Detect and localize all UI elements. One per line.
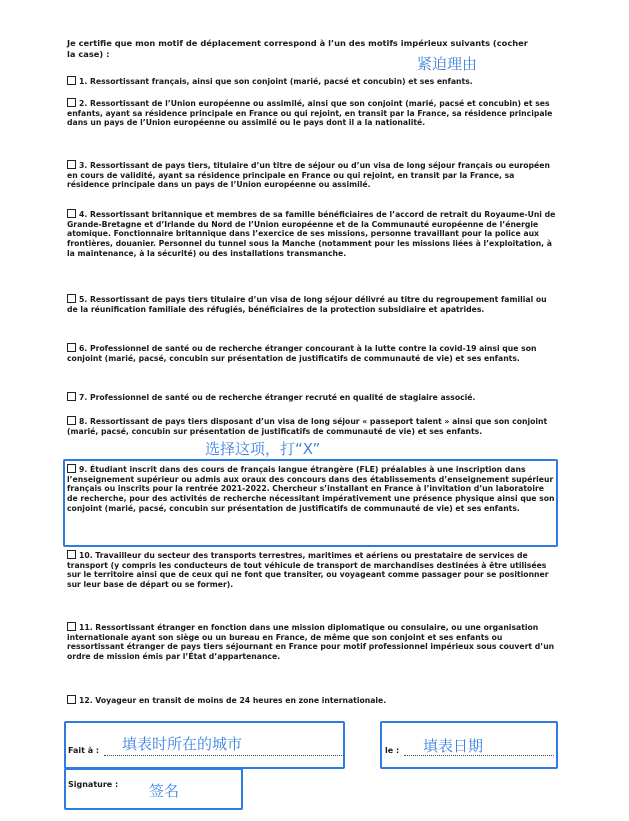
motive-item-2[interactable]: [67, 98, 557, 128]
motive-item-1[interactable]: [67, 76, 557, 87]
motive-text-1: 1. Ressortissant français, ainsi que son conjoint (marié, pacsé et concubin) et ses enfants.: [79, 77, 473, 86]
motive-text-3: 3. Ressortissant de pays tiers, titulaire d’un titre de séjour ou d’un visa de long séjour français ou européen en cours de validité, ayant sa résidence principale en France ou qui rejoint, en transit par la France, sa résidence principale dans un pays de l’Union européenne ou assimilé.: [67, 161, 550, 190]
motive-item-12[interactable]: [67, 695, 557, 706]
checkbox-11[interactable]: [67, 622, 76, 631]
motive-text-4: 4. Ressortissant britannique et membres de sa famille bénéficiaires de l’accord de retrait du Royaume-Uni de Grande-Bretagne et d’Irlande du Nord de l’Union européenne et de la Communauté européenne de l’énergie atomique. Fonctionnaire britannique dans l’exercice de ses missions, personne travaillant pour la police aux frontières, douanier. Personnel du tunnel sous la Manche (notamment pour les missions liées à l’exploitation, à la maintenance, à la sécurité) ou des installations transmanche.: [67, 210, 556, 258]
motive-text-12: 12. Voyageur en transit de moins de 24 heures en zone internationale.: [79, 696, 387, 705]
annotation-sign: 签名: [149, 782, 180, 800]
checkbox-5[interactable]: [67, 294, 76, 303]
checkbox-10[interactable]: [67, 550, 76, 559]
motive-text-6: 6. Professionnel de santé ou de recherche étranger concourant à la lutte contre la covid-19 ainsi que son conjoint (marié, pacsé, concubin sur présentation de justificatifs de communauté de vie) et ses enfants.: [67, 344, 537, 363]
motive-item-5[interactable]: [67, 294, 557, 314]
signature-label: Signature :: [68, 780, 119, 789]
motive-item-6[interactable]: [67, 343, 557, 363]
motive-text-10: 10. Travailleur du secteur des transports terrestres, maritimes et aériens ou prestataire de services de transport (y compris les conducteurs de tout véhicule de transport de marchandises destinées à être utilisées sur le territoire ainsi que de ceux qui ne font que transiter, ou voyageant comme passager pour se positionner sur leur base de départ ou se former).: [67, 551, 549, 590]
motive-text-8: 8. Ressortissant de pays tiers disposant d’un visa de long séjour « passeport talent » ainsi que son conjoint (marié, pacsé, concubin sur présentation de justificatifs de communauté de vie) et ses enfants.: [67, 417, 548, 436]
motive-text-9: 9. Étudiant inscrit dans des cours de français langue étrangère (FLE) préalables à une inscription dans l’enseignement supérieur ou admis aux oraux des concours dans des établissements d’enseignement supérieur français ou inscrits pour la rentrée 2021-2022. Chercheur s’installant en France à l’invitation d’un laboratoire de recherche, pour des activités de recherche nécessitant impérativement une présence physique ainsi que son conjoint (marié, pacsé, concubin sur présentation de justificatifs de communauté de vie) et ses enfants.: [67, 465, 555, 513]
motive-item-11[interactable]: [67, 622, 557, 662]
checkbox-9[interactable]: [67, 464, 76, 473]
motive-text-5: 5. Ressortissant de pays tiers titulaire d’un visa de long séjour délivré au titre du regroupement familial ou de la réunification familiale des réfugiés, bénéficiaires de la protection subsidiaire et apatrides.: [67, 295, 547, 314]
checkbox-4[interactable]: [67, 209, 76, 218]
motive-text-11: 11. Ressortissant étranger en fonction dans une mission diplomatique ou consulaire, ou une organisation internationale ayant son siège ou un bureau en France, de même que son conjoint et ses enfants ou ressortissant étranger de pays tiers séjournant en France pour motif professionnel impérieux sous couvert d’un ordre de mission émis par l’État d’appartenance.: [67, 623, 555, 662]
date-input-line[interactable]: [404, 755, 554, 756]
checkbox-3[interactable]: [67, 160, 76, 169]
motive-item-8[interactable]: [67, 416, 557, 436]
motive-item-3[interactable]: [67, 160, 557, 190]
declaration-heading: Je certifie que mon motif de déplacement correspond à l’un des motifs impérieux suivants (cocher la case) :: [67, 38, 528, 59]
checkbox-7[interactable]: [67, 392, 76, 401]
motive-item-4[interactable]: [67, 209, 557, 259]
checkbox-6[interactable]: [67, 343, 76, 352]
checkbox-8[interactable]: [67, 416, 76, 425]
place-label: Fait à :: [68, 746, 100, 755]
checkbox-2[interactable]: [67, 98, 76, 107]
checkbox-12[interactable]: [67, 695, 76, 704]
motive-text-7: 7. Professionnel de santé ou de recherche étranger recruté en qualité de stagiaire associé.: [79, 393, 476, 402]
annotation-choose-item: 选择这项，打“X”: [205, 440, 321, 458]
motive-item-9[interactable]: [67, 464, 557, 514]
annotation-urgent-reason: 紧迫理由: [417, 55, 478, 73]
motive-text-2: 2. Ressortissant de l’Union européenne ou assimilé, ainsi que son conjoint (marié, pacsé et concubin) et ses enfants, ayant sa résidence principale en France ou qui rejoint, en transit par la France, sa résidence principale dans un pays de l’Union européenne ou assimilé ou le pays dont il a la nationalité.: [67, 99, 553, 128]
motive-item-10[interactable]: [67, 550, 557, 590]
annotation-fill-date: 填表日期: [423, 737, 484, 755]
date-label: le :: [385, 746, 400, 755]
motive-item-7[interactable]: [67, 392, 557, 403]
checkbox-1[interactable]: [67, 76, 76, 85]
place-input-line[interactable]: [104, 755, 344, 756]
annotation-fill-city: 填表时所在的城市: [122, 735, 243, 753]
